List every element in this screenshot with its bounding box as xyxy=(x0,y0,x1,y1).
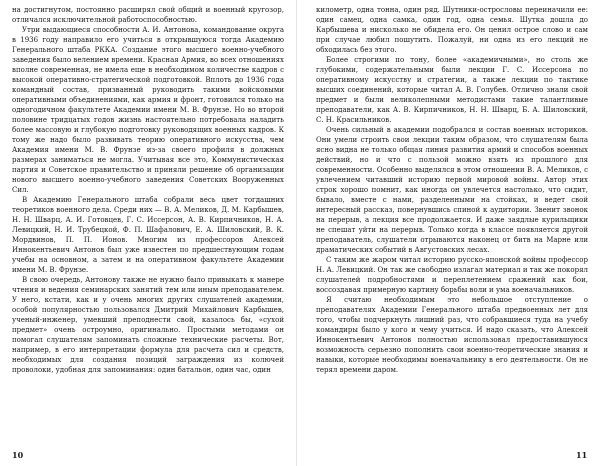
left-paragraph-4: В свою очередь, Антонову также не нужно было привыкать к манере чтения и ведения семинарских занятий тем или иным преподавателем. У него, кстати, как и у очень многих других слушателей академии, особой популярностью пользовался Дмитрий Михайлович Карбышев, ученый-инженер, умевший преподнести свой, казалось бы, «сухой предмет» очень остроумно, оригинально. Простыми методами он помогал слушателям запоминать сложные технические расчеты. Вот, например, в его интерпретации формула для расчета сил и средств, необходимых для создания позиций заграждения из колючей проволоки, удобная для запоминания: один батальон, один час, один xyxy=(12,276,284,374)
left-page xyxy=(12,5,284,445)
left-paragraph-1: на достигнутом, постоянно расширял свой общий и военный кругозор, отличался исключительной работоспособностью. xyxy=(12,6,284,24)
right-paragraph-2: Более строгими по тону, более «академичными», но столь же глубокими, содержательными были лекции Г. С. Иссерсона по оперативному искусству и стратегии, а также лекции по тактике высших соединений, которые читал А. В. Голубев. Отлично знали свой предмет и были великолепными методистами такие талантливые преподаватели, как А. В. Кирпичников, Н. Н. Шварц, Б. А. Шиловский, С. Н. Красильников. xyxy=(316,56,588,124)
left-paragraph-2: Утри выдающиеся способности А. И. Антонова, командование округа в 1936 году направило его учиться в открывшуюся тогда Академию Генерального штаба РККА. Создание этого высшего военно-учебного заведения было велением времени. Красная Армия, во всех отношениях вполне современная, не имела еще в необходимом количестве кадров с высокой оперативно-стратегической подготовкой. Вплоть до 1936 года командный состав, призванный руководить такими войсковыми оперативными объединениями, как армия и фронт, готовился только на одногодичном факультете Академии имени М. В. Фрунзе. Но во второй половине тридцатых годов жизнь настоятельно потребовала наладить более массовую и глубокую подготовку руководящих военных кадров. К тому же надо было развивать теорию оперативного искусства, чем Академия имени М. В. Фрунзе из-за своего профиля в должных размерах заниматься не могла. Учитывая все это, Коммунистическая партия и Советское правительство и приняли решение об организации нового высшего военно-учебного заведения Советских Вооруженных Сил. xyxy=(12,26,284,194)
right-paragraph-4: С таким же жаром читал историю русско-японской войны профессор Н. А. Левицкий. Он так же свободно излагал материал и так же покорял слушателей подробностями и переплетением сражений как бои, воссоздавая примерную картину борьбы воли и ума военачальников. xyxy=(316,256,588,294)
right-page-number: 11 xyxy=(576,450,588,460)
right-paragraph-3: Очень сильный в академии подобрался и состав военных историков. Они умели строить свои лекции таким образом, что слушателям была ясно видна не только общая линия развития армий и способов военных действий, но и что с пользой можно взять из прошлого для современности. Особенно выделялся в этом отношении В. А. Меликов, с увлечением читавший историю первой мировой войны. Автор этих строк хорошо помнит, как иногда он увлечется настолько, что сидит, бывало, вместе с нами, разделенными на стойках, и ведет свой интересный рассказ, повернувшись спиной к аудитории. Звенит звонок на перерыв, а лекция все продолжается. И даже заядлые курильщики не спешат уйти на перерыв. Только когда в классе появляется другой преподаватель, слушатели отрываются наконец от битв на Марне или драматических событий в Августовских лесах. xyxy=(316,126,588,254)
right-paragraph-1: километр, одна тонна, один ряд. Шутники-острословы переиначили ее: один самец, одна самка, один год, одна семья. Шутка дошла до Карбышева и нисколько не обидела его. Он ценил острое слово и сам при случае любил пошутить. Пожалуй, ни одна из его лекций не обходилась без этого. xyxy=(316,6,588,54)
right-paragraph-5: Я считаю необходимым это небольшое отступление о преподавателях Академии Генерального штаба предвоенных лет для того, чтобы подчеркнуть лишний раз, что собравшиеся туда на учебу командиры было у кого и чему учиться. И надо сказать, что Алексей Иннокентьевич Антонов полностью использовал предоставившуюся возможность серьезно пополнить свои военно-теоретические знания и навыки, которые необходимы военачальнику в его деятельности. Он не терял времени даром. xyxy=(316,296,588,374)
left-page-number: 10 xyxy=(12,450,24,460)
left-paragraph-3: В Академию Генерального штаба собрали весь цвет тогдашних теоретиков военного дела. Среди них — В. А. Меликов, Д. М. Карбышев, Н. Н. Шварц, А. И. Готовцев, Г. С. Иссерсон, А. В. Кирпичников, Н. А. Левицкий, Н. И. Трубецкой, Ф. П. Шафалович, Е. А. Шиловский, В. К. Мордвинов, П. П. Ионов. Многим из профессоров Алексей Иннокентьевич Антонов был уже известен по предшествующим годам учебы на основном, а затем и на оперативном факультете Академии имени М. В. Фрунзе. xyxy=(12,196,284,274)
right-page xyxy=(316,5,588,445)
page-gutter xyxy=(296,0,297,466)
